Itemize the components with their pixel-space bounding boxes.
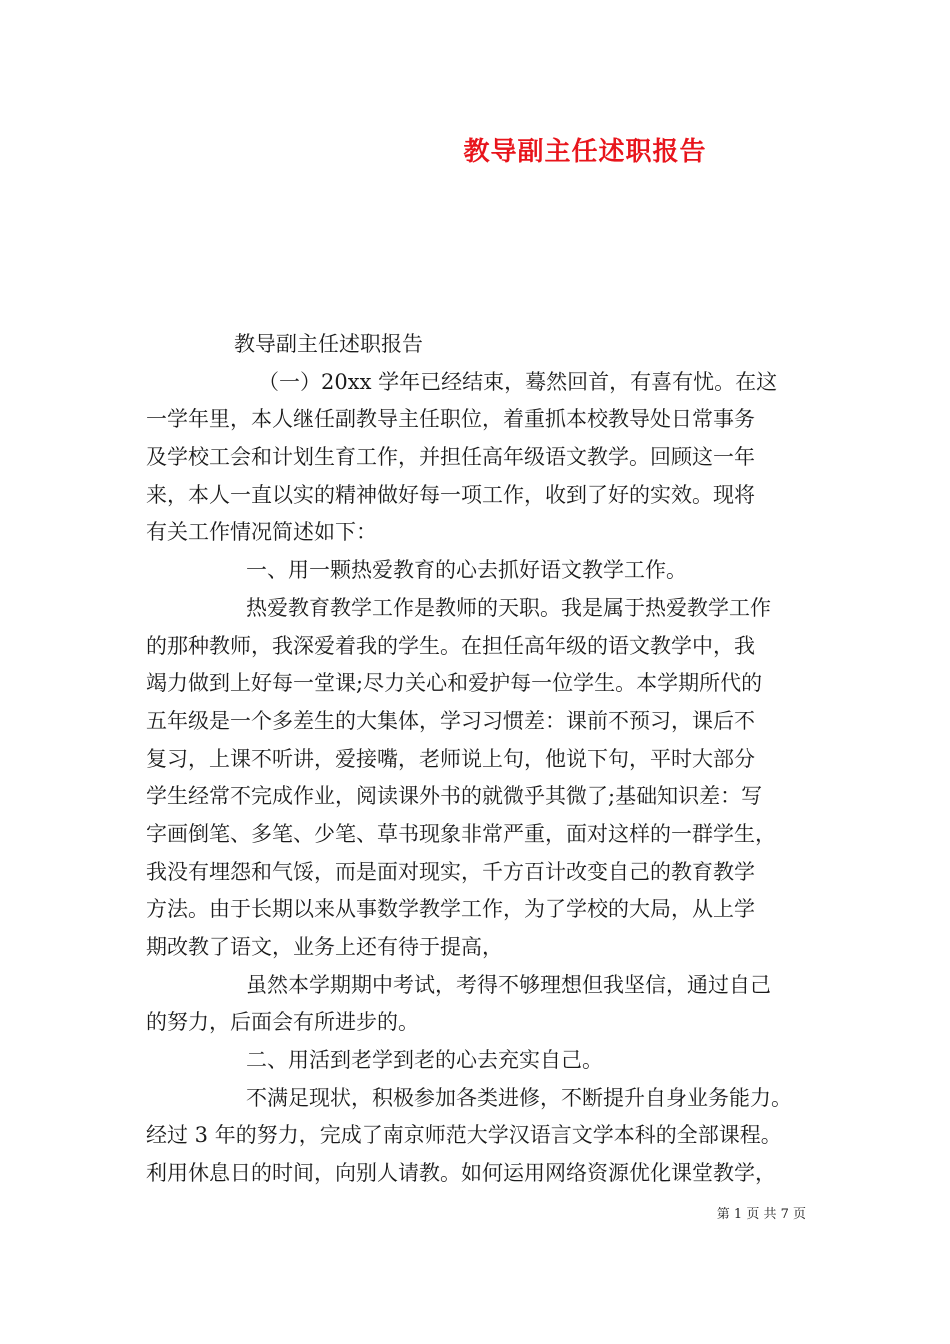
paragraph-line: 的那种教师，我深爱着我的学生。在担任高年级的语文教学中，我 xyxy=(146,633,755,658)
paragraph-line: 方法。由于长期以来从事数学教学工作，为了学校的大局，从上学 xyxy=(146,897,755,922)
document-body xyxy=(146,326,818,1193)
paragraph-line: 竭力做到上好每一堂课;尽力关心和爱护每一位学生。本学期所代的 xyxy=(146,671,763,696)
section-heading: 二、用活到老学到老的心去充实自己。 xyxy=(246,1048,603,1073)
page-title: 教导副主任述职报告 xyxy=(463,137,707,167)
paragraph-line: 的努力，后面会有所进步的。 xyxy=(146,1010,419,1035)
paragraph-line: 五年级是一个多差生的大集体，学习习惯差：课前不预习，课后不 xyxy=(146,708,755,733)
paragraph-line: 及学校工会和计划生育工作，并担任高年级语文教学。回顾这一年 xyxy=(146,445,755,470)
paragraph-line: 有关工作情况简述如下： xyxy=(146,520,377,545)
paragraph-line: 利用休息日的时间，向别人请教。如何运用网络资源优化课堂教学， xyxy=(146,1161,776,1186)
paragraph-line: 不满足现状，积极参加各类进修，不断提升自身业务能力。 xyxy=(246,1085,792,1110)
paragraph-line: 一学年里，本人继任副教导主任职位，着重抓本校教导处日常事务 xyxy=(146,407,755,432)
paragraph-line: 学生经常不完成作业，阅读课外书的就微乎其微了;基础知识差：写 xyxy=(146,784,763,809)
section-heading: 一、用一颗热爱教育的心去抓好语文教学工作。 xyxy=(246,558,687,583)
paragraph-line: 字画倒笔、多笔、少笔、草书现象非常严重，面对这样的一群学生， xyxy=(146,821,776,846)
paragraph-line: （一）20xx 学年已经结束，蓦然回首，有喜有忧。在这 xyxy=(258,369,778,394)
body-heading: 教导副主任述职报告 xyxy=(234,332,423,356)
paragraph-line: 热爱教育教学工作是教师的天职。我是属于热爱教学工作 xyxy=(246,595,771,620)
paragraph-line: 虽然本学期期中考试，考得不够理想但我坚信，通过自己 xyxy=(246,972,771,997)
paragraph-line: 经过 3 年的努力，完成了南京师范大学汉语言文学本科的全部课程。 xyxy=(146,1123,782,1148)
paragraph-line: 期改教了语文，业务上还有待于提高， xyxy=(146,935,503,959)
paragraph-line: 我没有埋怨和气馁，而是面对现实，千方百计改变自己的教育教学 xyxy=(146,859,755,884)
paragraph-line: 来，本人一直以实的精神做好每一项工作，收到了好的实效。现将 xyxy=(146,482,755,507)
page-footer: 第 1 页 共 7 页 xyxy=(716,1207,806,1222)
paragraph-line: 复习，上课不听讲，爱接嘴，老师说上句，他说下句，平时大部分 xyxy=(146,746,755,771)
